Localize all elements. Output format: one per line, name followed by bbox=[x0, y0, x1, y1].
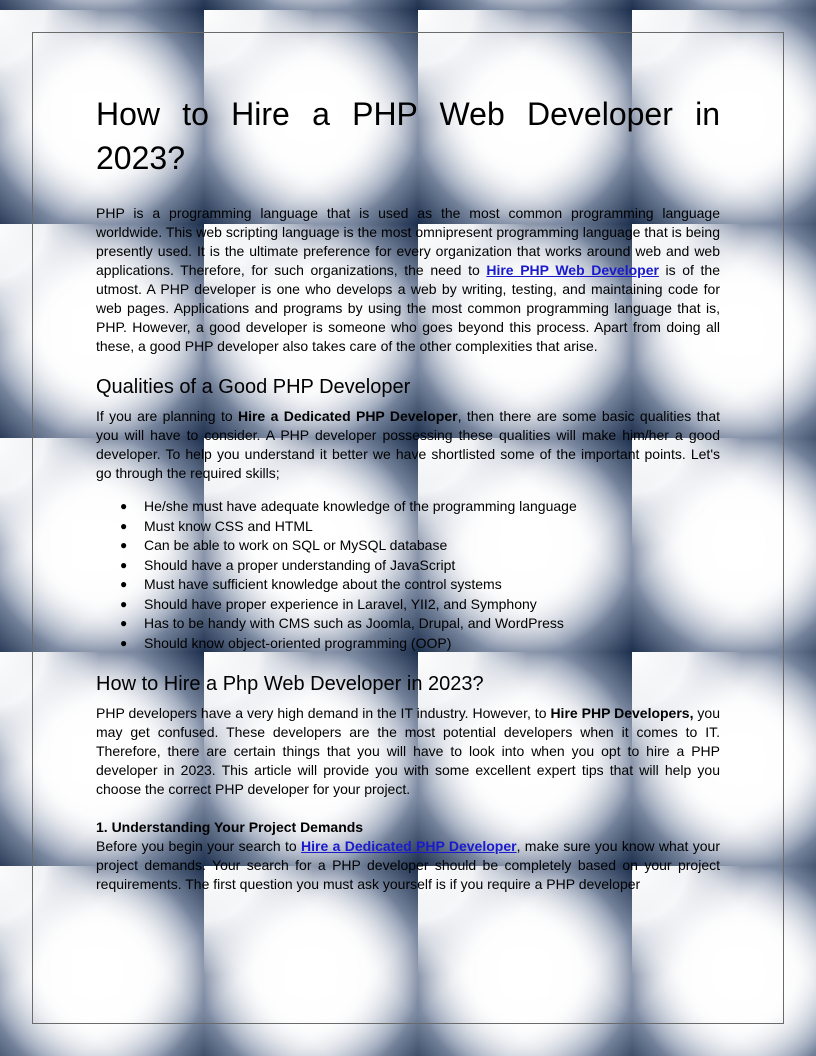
demands-text-before: Before you begin your search to bbox=[96, 838, 302, 854]
intro-text-after: is of the utmost. A PHP developer is one who develops a web by writing, testing, and maintaining code for web pages. Applications and programs by using the most common programming language that is, PHP. However, a good developer is someone who goes beyond this process. Apart from doing all these, a good PHP developer also takes care of the other complexities that arise. bbox=[96, 262, 720, 354]
document-body bbox=[96, 92, 720, 894]
intro-paragraph bbox=[96, 204, 720, 356]
qualities-paragraph bbox=[96, 407, 720, 483]
qualities-heading: Qualities of a Good PHP Developer bbox=[96, 376, 411, 398]
list-item bbox=[120, 595, 720, 615]
project-demands-subheading: 1. Understanding Your Project Demands bbox=[96, 819, 364, 835]
bullet-icon: ● bbox=[120, 499, 128, 513]
list-item-text: Can be able to work on SQL or MySQL database bbox=[144, 537, 448, 553]
list-item bbox=[120, 556, 720, 576]
list-item bbox=[120, 634, 720, 654]
bullet-icon: ● bbox=[120, 577, 128, 591]
bullet-icon: ● bbox=[120, 538, 128, 552]
how-to-hire-heading: How to Hire a Php Web Developer in 2023? bbox=[96, 673, 484, 695]
list-item-text: Should know object-oriented programming (OOP) bbox=[144, 634, 452, 651]
list-item-text: Has to be handy with CMS such as Joomla, Drupal, and WordPress bbox=[144, 615, 564, 631]
bullet-icon: ● bbox=[120, 596, 128, 611]
project-demands-paragraph bbox=[96, 837, 720, 894]
bullet-icon: ● bbox=[120, 635, 128, 650]
list-item bbox=[120, 517, 720, 537]
list-item-text: Should have a proper understanding of JavaScript bbox=[144, 556, 456, 573]
list-item bbox=[120, 575, 720, 595]
page-title: How to Hire a PHP Web Developer in 2023? bbox=[96, 96, 720, 176]
list-item bbox=[120, 614, 720, 634]
list-item-text: Should have proper experience in Laravel, YII2, and Symphony bbox=[144, 595, 537, 612]
hire-php-web-developer-link[interactable]: Hire PHP Web Developer bbox=[486, 262, 659, 278]
hire-dedicated-php-developer-link[interactable]: Hire a Dedicated PHP Developer bbox=[301, 838, 517, 854]
bullet-icon: ● bbox=[120, 616, 128, 630]
howto-text-after: you may get confused. These developers are the most potential developers when it comes to IT. Therefore, there are certain things that you will have to look into when you opt to hire a PHP developer in 2023. This article will provide you with some excellent expert tips that will help you choose the correct PHP developer for your project. bbox=[96, 705, 721, 797]
how-to-hire-paragraph bbox=[96, 704, 720, 799]
howto-text-before: PHP developers have a very high demand in the IT industry. However, to bbox=[96, 705, 551, 721]
list-item-text: He/she must have adequate knowledge of the programming language bbox=[144, 498, 577, 514]
demands-text-after: , make sure you know what your project demands. Your search for a PHP developer should be completely based on your project requirements. The first question you must ask yourself is if you require a PHP developer bbox=[96, 838, 721, 892]
bullet-icon: ● bbox=[120, 557, 128, 572]
list-item-text: Must know CSS and HTML bbox=[144, 517, 313, 534]
qualities-bold-phrase: Hire a Dedicated PHP Developer bbox=[237, 408, 458, 424]
list-item bbox=[120, 497, 720, 517]
qualities-text-before: If you are planning to bbox=[96, 408, 238, 424]
howto-bold-phrase: Hire PHP Developers, bbox=[550, 705, 694, 721]
skills-list bbox=[96, 497, 720, 653]
qualities-text-after: , then there are some basic qualities that you will have to consider. A PHP developer possessing these qualities will make him/her a good developer. To help you understand it better we have shortlisted some of the important points. Let's go through the required skills; bbox=[96, 408, 720, 481]
bullet-icon: ● bbox=[120, 518, 128, 533]
list-item-text: Must have sufficient knowledge about the control systems bbox=[144, 576, 502, 592]
intro-text-before: PHP is a programming language that is used as the most common programming language worldwide. This web scripting language is the most omnipresent programming language that is being presently used. It is the ultimate preference for every organization that works around web and web applications. Therefore, for such organizations, the need to bbox=[96, 205, 720, 278]
list-item bbox=[120, 536, 720, 556]
